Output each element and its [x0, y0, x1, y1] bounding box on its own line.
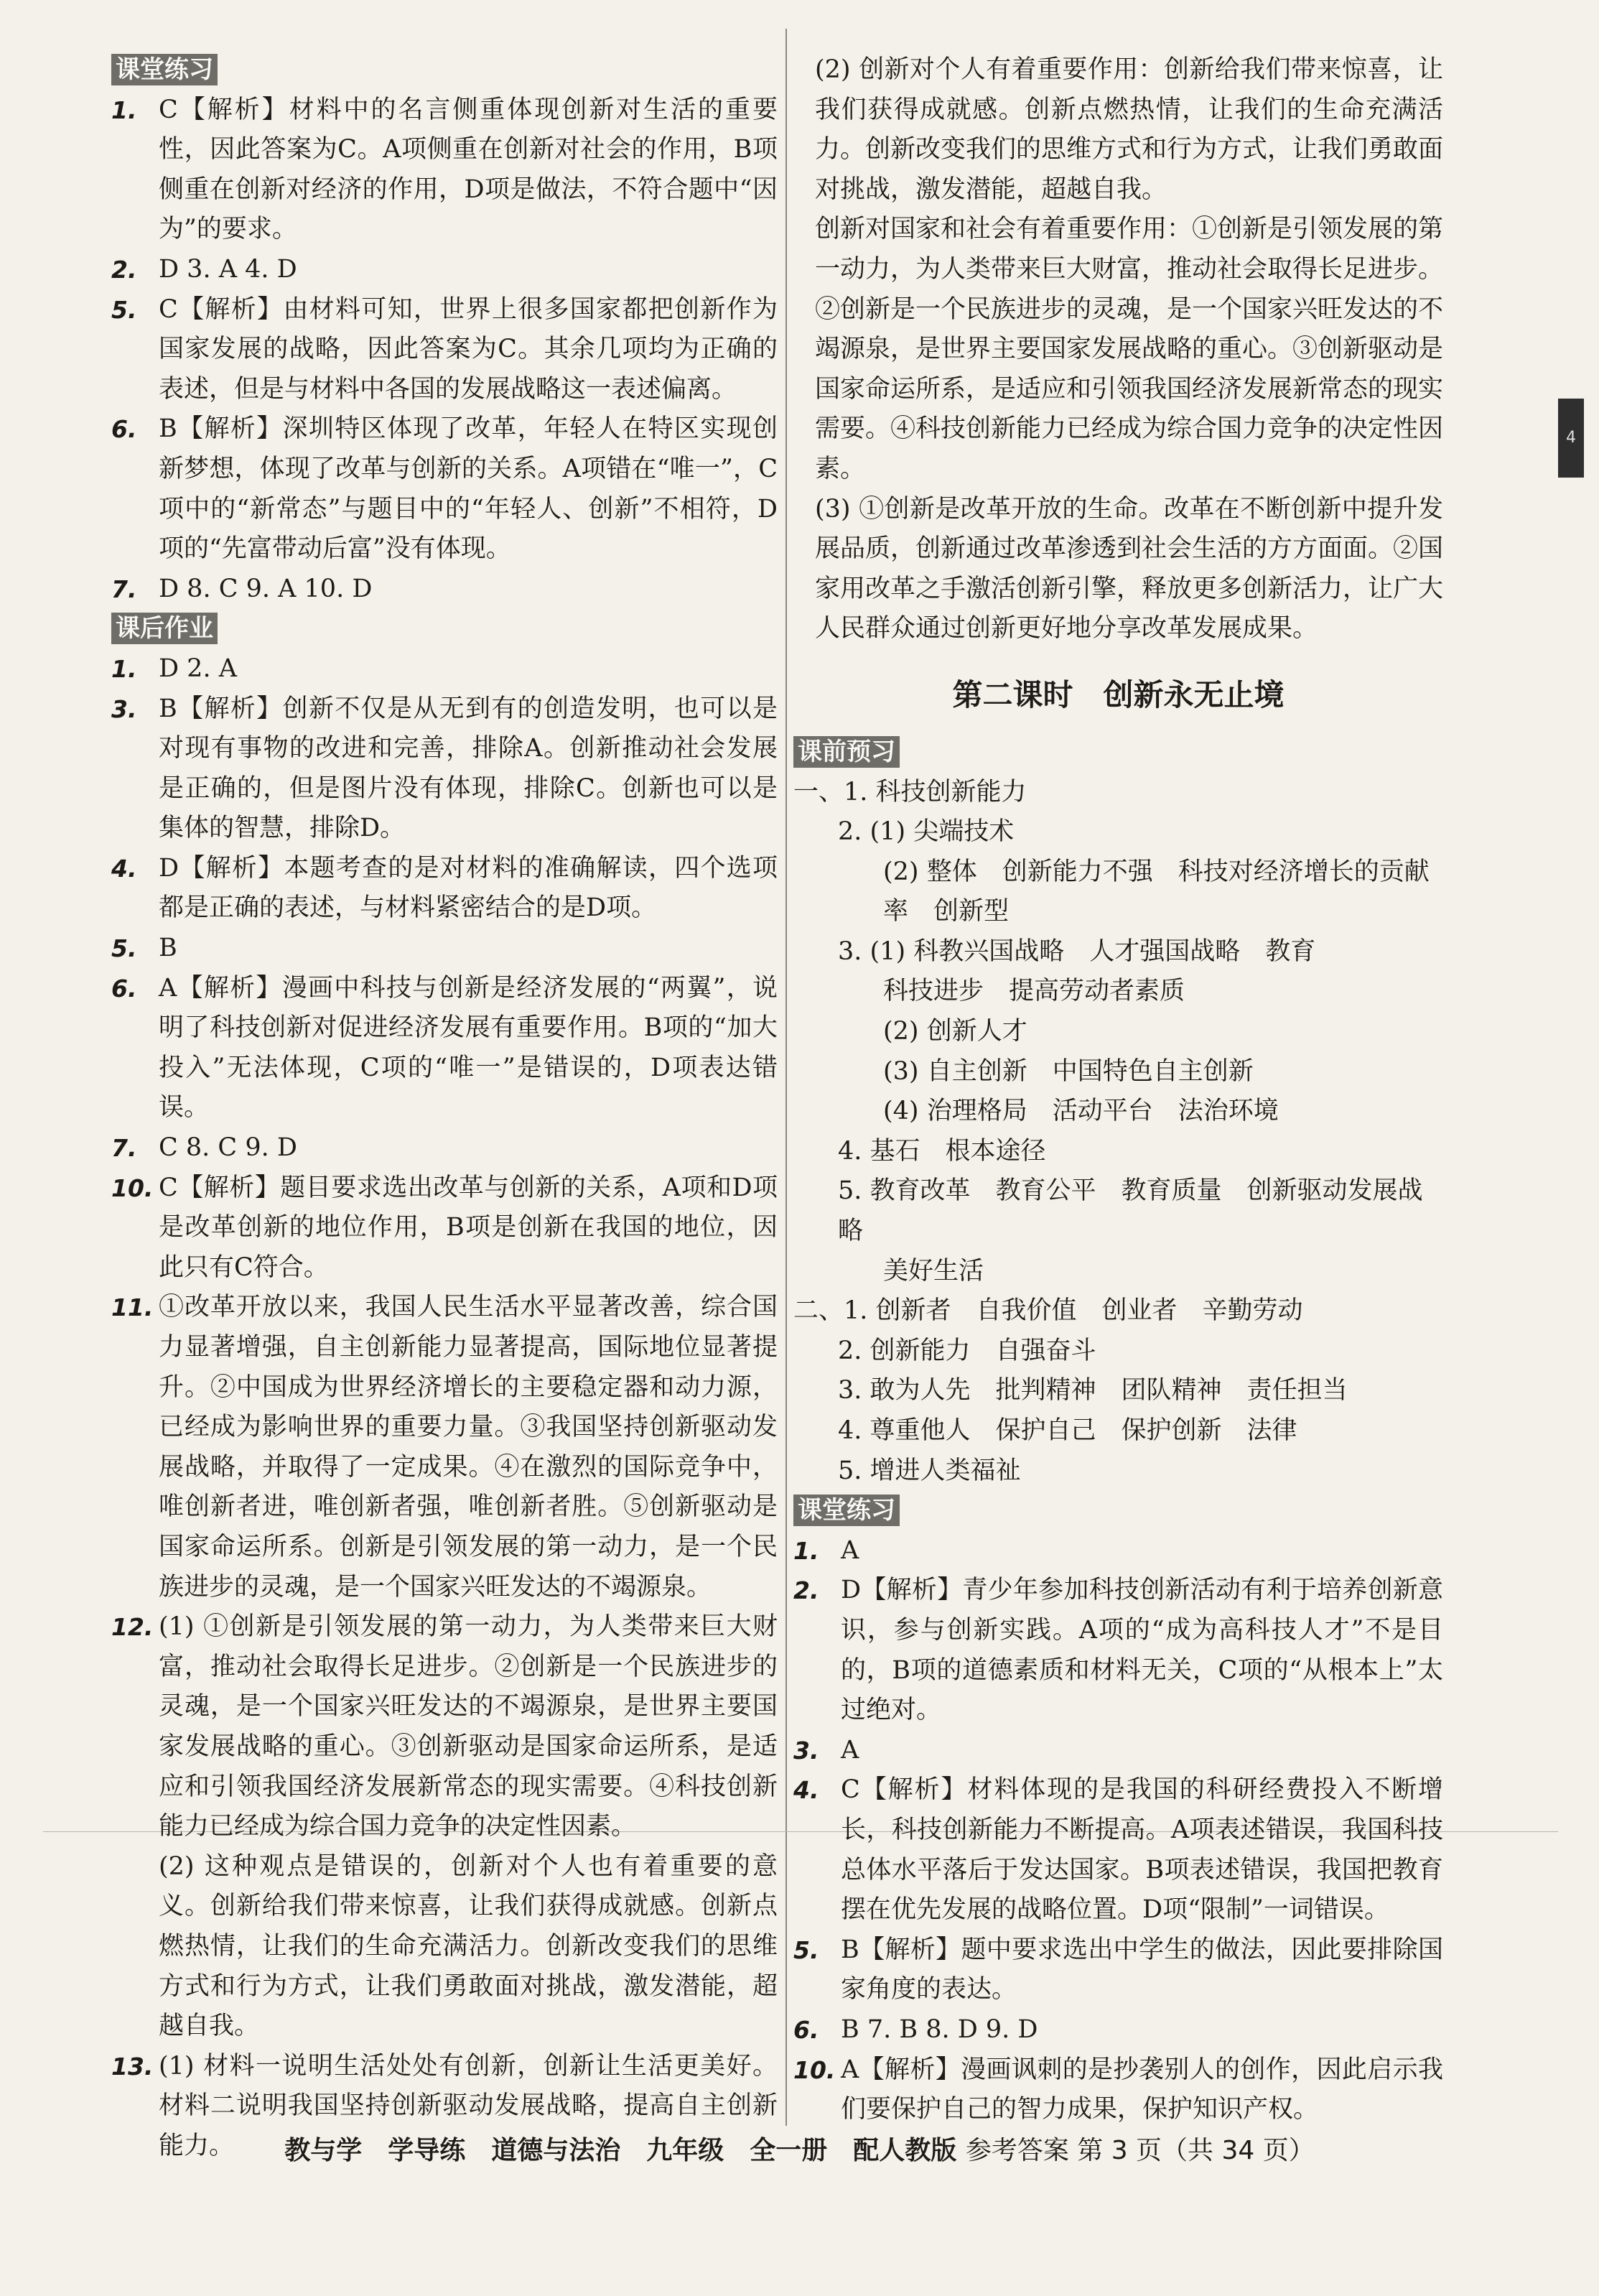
right-column: [793, 50, 1443, 2130]
item-number: 7.: [111, 1134, 137, 1163]
answer-item: [111, 929, 778, 969]
item-number: 1.: [111, 654, 137, 683]
column-divider: [785, 29, 787, 2126]
answer-item: [793, 1531, 1443, 1571]
answer-text: C【解析】由材料可知，世界上很多国家都把创新作为国家发展的战略，因此答案为C。其余几项均为正确的表述，但是与材料中各国的发展战略这一表述偏离。: [159, 294, 778, 404]
item-number: 6.: [111, 974, 137, 1003]
footer-book-title: 教与学 学导练 道德与法治 九年级 全一册 配人教版: [284, 2136, 957, 2165]
answer-item: [111, 1168, 778, 1288]
answer-text: C 8. C 9. D: [159, 1133, 297, 1163]
preview-line: 科技进步 提高劳动者素质: [883, 977, 1185, 1006]
answer-text: B【解析】创新不仅是从无到有的创造发明，也可以是对现有事物的改进和完善，排除A。创新推动社会发展是正确的，但是图片没有体现，排除C。创新也可以是集体的智慧，排除D。: [159, 694, 778, 843]
answer-text: C【解析】材料体现的是我国的科研经费投入不断增长，科技创新能力不断提高。A项表述错误，我国科技总体水平落后于发达国家。B项表述错误，我国把教育摆在优先发展的战略位置。D项“限制”一词错误。: [841, 1775, 1443, 1925]
answer-text: B 7. B 8. D 9. D: [841, 2014, 1038, 2044]
item-number: 5.: [111, 934, 137, 963]
answer-text: ①改革开放以来，我国人民生活水平显著改善，综合国力显著增强，自主创新能力显著提高，国际地位显著提升。②中国成为世界经济增长的主要稳定器和动力源，已经成为影响世界的重要力量。③我国坚持创新驱动发展战略，并取得了一定成果。④在激烈的国际竞争中，唯创新者进，唯创新者强，唯创新者胜。⑤创新驱动是国家命运所系。创新是引领发展的第一动力，是一个民族进步的灵魂，是一个国家兴旺发达的不竭源泉。: [159, 1293, 778, 1602]
answer-text: D【解析】本题考查的是对材料的准确解读，四个选项都是正确的表述，与材料紧密结合的是D项。: [159, 853, 778, 923]
answer-text: D 8. C 9. A 10. D: [159, 574, 373, 603]
section-tag-preview: 课前预习: [793, 736, 900, 768]
answer-text: B【解析】深圳特区体现了改革，年轻人在特区实现创新梦想，体现了改革与创新的关系。A项错在“唯一”，C项中的“新常态”与题目中的“年轻人、创新”不相符，D项的“先富带动后富”没有体现。: [159, 414, 778, 564]
preview-line: 5. 增进人类福祉: [838, 1456, 1021, 1485]
answer-item: [111, 969, 778, 1128]
preview-line: 5. 教育改革 教育公平 教育质量 创新驱动发展战略: [838, 1176, 1423, 1246]
item-number: 10.: [793, 2055, 836, 2084]
answer-item: [111, 290, 778, 410]
item-number: 6.: [111, 415, 137, 444]
item-number: 2.: [111, 255, 137, 284]
answer-item: [111, 250, 778, 290]
answer-item: [111, 570, 778, 610]
answer-text: A【解析】漫画讽刺的是抄袭别人的创作，因此启示我们要保护自己的智力成果，保护知识产权。: [841, 2055, 1443, 2124]
answer-item: [111, 409, 778, 569]
preview-line: 3. (1) 科教兴国战略 人才强国战略 教育: [838, 936, 1316, 966]
answer-text: C【解析】材料中的名言侧重体现创新对生活的重要性，因此答案为C。A项侧重在创新对社会的作用，B项侧重在创新对经济的作用，D项是做法，不符合题中“因为”的要求。: [159, 95, 778, 244]
answer-item: [111, 1288, 778, 1607]
item-number: 4.: [793, 1776, 819, 1805]
preview-line: 4. 尊重他人 保护自己 保护创新 法律: [838, 1416, 1297, 1445]
preview-line: (2) 创新人才: [883, 1017, 1027, 1046]
preview-line: 一、1. 科技创新能力: [793, 777, 1027, 807]
answer-item: [111, 849, 778, 929]
footer-page-number: 参考答案 第 3 页（共 34 页）: [965, 2136, 1315, 2165]
answer-item: [793, 2050, 1443, 2130]
answer-item: [111, 689, 778, 849]
section-title: 第二课时 创新永无止境: [952, 677, 1285, 712]
answer-text: B: [159, 934, 177, 963]
answer-text: D 2. A: [159, 654, 237, 683]
preview-line: 2. (1) 尖端技术: [838, 817, 1015, 847]
preview-line: 3. 敢为人先 批判精神 团队精神 责任担当: [838, 1376, 1348, 1405]
page-footer: [0, 2126, 1599, 2176]
answer-item: [111, 1128, 778, 1168]
answer-text: C【解析】题目要求选出改革与创新的关系，A项和D项是改革创新的地位作用，B项是创新在我国的地位，因此只有C符合。: [159, 1173, 778, 1282]
answer-item: [111, 649, 778, 689]
item-number: 5.: [111, 295, 137, 324]
answer-item: [793, 1930, 1443, 2010]
item-number: 5.: [793, 1935, 819, 1964]
section-tag-homework: 课后作业: [111, 613, 218, 644]
answer-item: [793, 1770, 1443, 1930]
item-number: 12.: [111, 1613, 154, 1642]
preview-line: (3) 自主创新 中国特色自主创新: [883, 1056, 1254, 1086]
item-number: 3.: [793, 1736, 819, 1765]
answer-item: [793, 2010, 1443, 2050]
item-number: 3.: [111, 694, 137, 723]
answer-item: [793, 1571, 1443, 1730]
answer-subitem: (2) 这种观点是错误的，创新对个人也有着重要的意义。创新给我们带来惊喜，让我们获得成就感。创新点燃热情，让我们的生命充满活力。创新改变我们的思维方式和行为方式，让我们勇敢面对挑战，激发潜能，超越自我。: [159, 1851, 778, 2041]
answer-subitem: (2) 创新对个人有着重要作用：创新给我们带来惊喜，让我们获得成就感。创新点燃热情，让我们的生命充满活力。创新改变我们的思维方式和行为方式，让我们勇敢面对挑战，激发潜能，超越自我。: [815, 55, 1444, 204]
item-number: 11.: [111, 1293, 154, 1322]
answer-text: A: [841, 1535, 859, 1565]
section-tag-class-practice-2: 课堂练习: [793, 1495, 900, 1526]
answer-item: [111, 1607, 778, 1847]
answer-text: A【解析】漫画中科技与创新是经济发展的“两翼”，说明了科技创新对促进经济发展有重要作用。B项的“加大投入”无法体现，C项的“唯一”是错误的，D项表达错误。: [159, 973, 778, 1123]
preview-line: 美好生活: [883, 1256, 984, 1286]
preview-line: (4) 治理格局 活动平台 法治环境: [883, 1097, 1279, 1126]
preview-line: 二、1. 创新者 自我价值 创业者 辛勤劳动: [793, 1296, 1303, 1326]
answer-text: (1) 材料一说明生活处处有创新，创新让生活更美好。材料二说明我国坚持创新驱动发展战略，提高自主创新能力。: [159, 2051, 778, 2160]
item-number: 7.: [111, 575, 137, 603]
answer-subitem: (3) ①创新是改革开放的生命。改革在不断创新中提升发展品质，创新通过改革渗透到社会生活的方方面面。②国家用改革之手激活创新引擎，释放更多创新活力，让广大人民群众通过创新更好地分享改革发展成果。: [815, 494, 1444, 643]
answer-text: D【解析】青少年参加科技创新活动有利于培养创新意识，参与创新实践。A项的“成为高科技人才”不是目的，B项的道德素质和材料无关，C项的“从根本上”太过绝对。: [841, 1576, 1443, 1725]
item-number: 1.: [111, 96, 137, 124]
preview-line: (2) 整体 创新能力不强 科技对经济增长的贡献率 创新型: [883, 857, 1430, 926]
answer-item: [793, 1731, 1443, 1771]
preview-line: 4. 基石 根本途径: [838, 1136, 1046, 1166]
answer-text: A: [841, 1735, 859, 1765]
preview-line: 2. 创新能力 自强奋斗: [838, 1336, 1096, 1365]
item-number: 1.: [793, 1536, 819, 1565]
answer-subitem: 创新对国家和社会有着重要作用：①创新是引领发展的第一动力，为人类带来巨大财富，推动社会取得长足进步。②创新是一个民族进步的灵魂，是一个国家兴旺发达的不竭源泉，是世界主要国家发展战略的重心。③创新驱动是国家命运所系，是适应和引领我国经济发展新常态的现实需要。④科技创新能力已经成为综合国力竞争的决定性因素。: [815, 215, 1444, 483]
answer-text: D 3. A 4. D: [159, 254, 297, 284]
side-tab: 4: [1558, 399, 1584, 478]
item-number: 6.: [793, 2015, 819, 2044]
section-tag-class-practice: 课堂练习: [111, 54, 218, 85]
item-number: 13.: [111, 2052, 154, 2081]
answer-text: (1) ①创新是引领发展的第一动力，为人类带来巨大财富，推动社会取得长足进步。②创新是一个民族进步的灵魂，是一个国家兴旺发达的不竭源泉，是世界主要国家发展战略的重心。③创新驱动是国家命运所系，是适应和引领我国经济发展新常态的现实需要。④科技创新能力已经成为综合国力竞争的决定性因素。: [159, 1612, 778, 1841]
answer-item: [111, 90, 778, 250]
answer-text: B【解析】题中要求选出中学生的做法，因此要排除国家角度的表达。: [841, 1935, 1443, 2004]
item-number: 10.: [111, 1173, 154, 1202]
left-column: [111, 50, 778, 2166]
item-number: 2.: [793, 1576, 819, 1605]
item-number: 4.: [111, 854, 137, 883]
